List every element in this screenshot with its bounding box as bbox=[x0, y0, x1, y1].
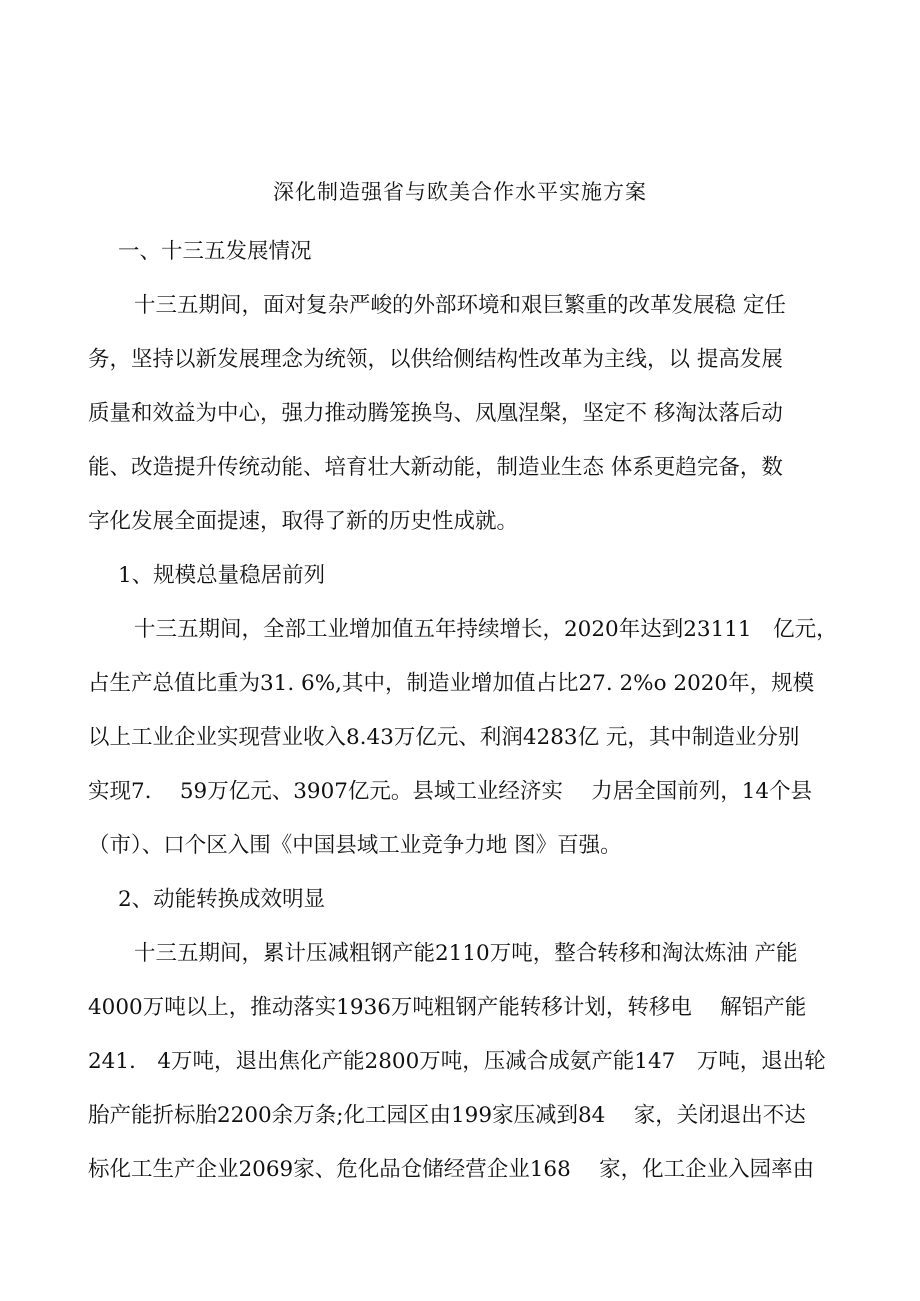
paragraph-line: 十三五期间，累计压减粗钢产能2110万吨，整合转移和淘汰炼油 产能 bbox=[134, 941, 798, 966]
paragraph-line: 241. 4万吨，退出焦化产能2800万吨，压减合成氨产能147 万吨，退出轮 bbox=[88, 1049, 826, 1074]
paragraph bbox=[88, 603, 838, 873]
paragraph-line: 4000万吨以上，推动落实1936万吨粗钢产能转移计划，转移电 解铝产能 bbox=[88, 995, 807, 1020]
paragraph-line: 能、改造提升传统动能、培育壮大新动能，制造业生态 体系更趋完备，数 bbox=[88, 455, 783, 480]
paragraph-line: 务，坚持以新发展理念为统领，以供给侧结构性改革为主线，以 提高发展 bbox=[88, 347, 783, 372]
paragraph-line: 标化工生产企业2069家、危化品仓储经营企业168 家，化工企业入园率由 bbox=[88, 1157, 815, 1182]
paragraph-line: 胎产能折标胎2200余万条;化工园区由199家压减到84 家，关闭退出不达 bbox=[88, 1103, 806, 1128]
paragraph-line: 十三五期间，面对复杂严峻的外部环境和艰巨繁重的改革发展稳 定任 bbox=[134, 293, 786, 318]
paragraph-line: 实现7. 59万亿元、3907亿元。县域工业经济实 力居全国前列，14个县 bbox=[88, 779, 813, 804]
paragraph-line: 质量和效益为中心，强力推动腾笼换鸟、凤凰涅槃，坚定不 移淘汰落后动 bbox=[88, 401, 783, 426]
section-heading: 一、十三五发展情况 bbox=[118, 239, 312, 264]
paragraph bbox=[88, 927, 838, 1197]
paragraph bbox=[88, 279, 838, 549]
document-body bbox=[88, 225, 838, 1197]
paragraph-line: 以上工业企业实现营业收入8.43万亿元、利润4283亿 元，其中制造业分别 bbox=[88, 725, 800, 750]
section-heading: 2、动能转换成效明显 bbox=[118, 887, 326, 912]
paragraph-line: （市）、口个区入围《中国县域工业竞争力地 图》百强。 bbox=[88, 833, 622, 858]
paragraph-line: 字化发展全面提速，取得了新的历史性成就。 bbox=[88, 509, 519, 534]
section-heading: 1、规模总量稳居前列 bbox=[118, 563, 326, 588]
paragraph-line: 十三五期间，全部工业增加值五年持续增长，2020年达到23111 亿元， bbox=[134, 617, 838, 642]
paragraph-line: 占生产总值比重为31. 6%,其中，制造业增加值占比27. 2%o 2020年，规模 bbox=[88, 671, 815, 696]
document-title: 深化制造强省与欧美合作水平实施方案 bbox=[273, 180, 647, 204]
